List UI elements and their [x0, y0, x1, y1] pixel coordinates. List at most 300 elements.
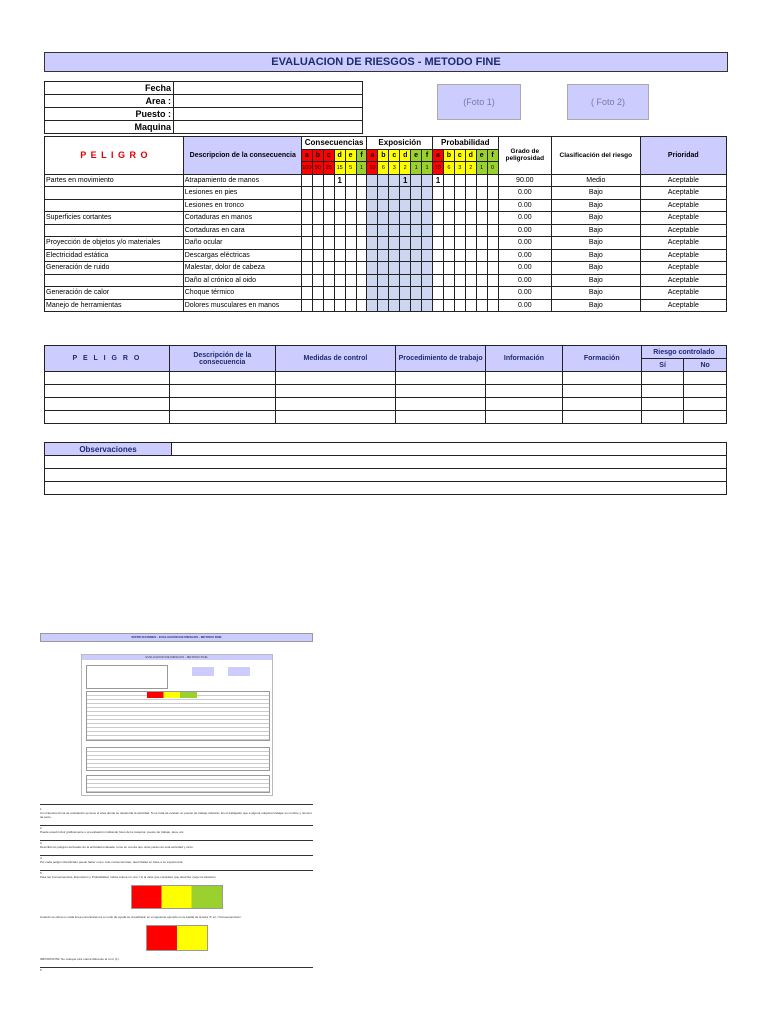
prioridad-cell: Aceptable	[640, 187, 726, 200]
rating-cell[interactable]	[454, 224, 465, 237]
rating-cell[interactable]	[378, 174, 389, 187]
rating-cell[interactable]	[400, 212, 411, 225]
control-cell[interactable]	[396, 398, 486, 411]
rating-cell[interactable]	[411, 274, 422, 287]
rating-cell[interactable]	[367, 237, 378, 250]
t2-procedimiento-header: Procedimiento de trabajo	[396, 346, 486, 372]
consequence-cell: Descargas eléctricas	[183, 249, 301, 262]
rating-cell[interactable]	[356, 249, 367, 262]
rating-cell[interactable]	[378, 237, 389, 250]
rating-cell[interactable]	[367, 212, 378, 225]
control-cell[interactable]	[396, 411, 486, 424]
rating-cell[interactable]	[378, 287, 389, 300]
observaciones-field[interactable]	[172, 443, 727, 456]
control-cell[interactable]	[641, 411, 684, 424]
rating-cell[interactable]	[378, 212, 389, 225]
rating-cell[interactable]	[443, 187, 454, 200]
hazard-cell: Superficies cortantes	[45, 212, 184, 225]
rating-cell[interactable]	[345, 237, 356, 250]
risk-row	[45, 174, 727, 187]
prob-value-b: 6	[443, 162, 454, 175]
rating-cell[interactable]	[345, 174, 356, 187]
rating-cell[interactable]	[411, 174, 422, 187]
control-row	[45, 385, 727, 398]
cons-letter-e: e	[345, 149, 356, 162]
rating-cell[interactable]	[356, 287, 367, 300]
thumb-step-text: IMPORTANTE: No coloque otra marca diferente al 'uno' (1).	[40, 957, 120, 961]
rating-cell[interactable]	[400, 274, 411, 287]
rating-cell[interactable]	[433, 224, 444, 237]
grado-cell: 0.00	[498, 287, 552, 300]
rating-cell[interactable]	[476, 224, 487, 237]
control-cell[interactable]	[275, 398, 395, 411]
rating-cell[interactable]	[356, 262, 367, 275]
rating-cell[interactable]	[312, 249, 323, 262]
thumb-step-number: 1	[40, 807, 42, 811]
rating-cell[interactable]	[334, 299, 345, 312]
rating-cell[interactable]	[367, 287, 378, 300]
control-cell[interactable]	[169, 372, 275, 385]
prob-value-f: 0	[487, 162, 498, 175]
thumb-example-1	[131, 885, 223, 909]
rating-cell[interactable]	[367, 262, 378, 275]
clasificacion-cell: Bajo	[552, 249, 641, 262]
rating-cell[interactable]	[334, 287, 345, 300]
rating-cell[interactable]	[345, 224, 356, 237]
rating-cell[interactable]	[476, 199, 487, 212]
rating-cell[interactable]	[323, 299, 334, 312]
rating-cell[interactable]	[356, 224, 367, 237]
fecha-field[interactable]	[174, 82, 363, 95]
rating-cell[interactable]	[301, 237, 312, 250]
puesto-field[interactable]	[174, 108, 363, 121]
control-cell[interactable]	[45, 372, 170, 385]
grado-cell: 0.00	[498, 187, 552, 200]
thumb-form-preview	[81, 654, 273, 796]
rating-cell[interactable]	[356, 174, 367, 187]
control-cell[interactable]	[396, 385, 486, 398]
rating-cell[interactable]	[411, 287, 422, 300]
rating-cell[interactable]	[465, 249, 476, 262]
grado-cell: 90.00	[498, 174, 552, 187]
rating-cell[interactable]	[334, 237, 345, 250]
rating-cell[interactable]	[301, 212, 312, 225]
control-cell[interactable]	[684, 411, 727, 424]
rating-cell[interactable]	[367, 187, 378, 200]
instructions-thumbnail	[40, 633, 313, 1024]
prioridad-cell: Aceptable	[640, 287, 726, 300]
rating-cell[interactable]	[411, 249, 422, 262]
rating-cell[interactable]	[334, 199, 345, 212]
control-cell[interactable]	[169, 411, 275, 424]
rating-cell[interactable]	[443, 237, 454, 250]
rating-cell[interactable]	[356, 274, 367, 287]
grado-cell: 0.00	[498, 237, 552, 250]
rating-cell[interactable]	[433, 249, 444, 262]
rating-cell[interactable]	[389, 174, 400, 187]
control-cell[interactable]	[169, 398, 275, 411]
consequence-cell: Lesiones en pies	[183, 187, 301, 200]
maquina-field[interactable]	[174, 121, 363, 134]
rating-cell[interactable]	[487, 174, 498, 187]
risk-row	[45, 187, 727, 200]
rating-cell[interactable]	[301, 187, 312, 200]
rating-cell[interactable]	[443, 262, 454, 275]
rating-cell[interactable]	[454, 187, 465, 200]
control-cell[interactable]	[45, 411, 170, 424]
risk-row	[45, 262, 727, 275]
rating-cell[interactable]	[433, 187, 444, 200]
grado-cell: 0.00	[498, 299, 552, 312]
rating-cell[interactable]	[454, 174, 465, 187]
rating-cell[interactable]	[323, 212, 334, 225]
rating-cell[interactable]	[356, 212, 367, 225]
rating-cell[interactable]	[323, 287, 334, 300]
control-cell[interactable]	[45, 398, 170, 411]
rating-cell[interactable]	[433, 237, 444, 250]
rating-cell[interactable]: 1	[433, 174, 444, 187]
rating-cell[interactable]	[345, 199, 356, 212]
control-cell[interactable]	[641, 385, 684, 398]
clasificacion-cell: Bajo	[552, 287, 641, 300]
rating-cell[interactable]	[411, 224, 422, 237]
prob-value-d: 2	[465, 162, 476, 175]
rating-cell[interactable]	[465, 174, 476, 187]
rating-cell[interactable]	[323, 224, 334, 237]
rating-cell[interactable]	[301, 287, 312, 300]
rating-cell[interactable]	[487, 299, 498, 312]
rating-cell[interactable]	[367, 274, 378, 287]
prioridad-cell: Aceptable	[640, 274, 726, 287]
rating-cell[interactable]	[323, 274, 334, 287]
rating-cell[interactable]	[400, 237, 411, 250]
rating-cell[interactable]	[389, 249, 400, 262]
rating-cell[interactable]	[378, 262, 389, 275]
rating-cell[interactable]	[345, 274, 356, 287]
t2-si-header: Sí	[641, 359, 684, 372]
hazard-cell	[45, 274, 184, 287]
rating-cell[interactable]	[422, 249, 433, 262]
rating-cell[interactable]	[465, 199, 476, 212]
rating-cell[interactable]	[400, 224, 411, 237]
rating-cell[interactable]	[433, 262, 444, 275]
control-cell[interactable]	[641, 398, 684, 411]
rating-cell[interactable]	[378, 199, 389, 212]
thumb-foto2	[228, 667, 250, 676]
thumb-step-number: 2	[40, 825, 313, 830]
thumb-example-2	[146, 925, 208, 951]
rating-cell[interactable]	[411, 262, 422, 275]
rating-cell[interactable]	[411, 212, 422, 225]
observaciones-line[interactable]	[45, 469, 727, 482]
control-row	[45, 398, 727, 411]
rating-cell[interactable]	[443, 174, 454, 187]
rating-cell[interactable]	[465, 274, 476, 287]
rating-cell[interactable]	[454, 274, 465, 287]
rating-cell[interactable]	[411, 199, 422, 212]
rating-cell[interactable]	[487, 262, 498, 275]
thumb-step-number: 6	[40, 967, 313, 972]
rating-cell[interactable]	[476, 262, 487, 275]
rating-cell[interactable]	[312, 237, 323, 250]
rating-cell[interactable]	[312, 187, 323, 200]
control-cell[interactable]	[486, 411, 562, 424]
rating-cell[interactable]	[422, 212, 433, 225]
rating-cell[interactable]	[356, 237, 367, 250]
rating-cell[interactable]	[422, 274, 433, 287]
rating-cell[interactable]	[334, 274, 345, 287]
t2-descripcion-header: Descripción de la consecuencia	[169, 346, 275, 372]
rating-cell[interactable]	[389, 287, 400, 300]
foto-1-placeholder[interactable]: (Foto 1)	[437, 84, 521, 120]
rating-cell[interactable]	[433, 287, 444, 300]
rating-cell[interactable]	[443, 224, 454, 237]
rating-cell[interactable]	[422, 224, 433, 237]
rating-cell[interactable]	[400, 187, 411, 200]
rating-cell[interactable]	[476, 174, 487, 187]
rating-cell[interactable]	[487, 287, 498, 300]
rating-cell[interactable]	[454, 287, 465, 300]
rating-cell[interactable]	[334, 212, 345, 225]
rating-cell[interactable]	[400, 262, 411, 275]
rating-cell[interactable]	[345, 212, 356, 225]
rating-cell[interactable]	[367, 224, 378, 237]
rating-cell[interactable]	[433, 299, 444, 312]
rating-cell[interactable]	[356, 187, 367, 200]
rating-cell[interactable]	[465, 262, 476, 275]
rating-cell[interactable]	[422, 187, 433, 200]
exposicion-header: Exposición	[367, 137, 433, 150]
rating-cell[interactable]	[443, 249, 454, 262]
rating-cell[interactable]	[378, 249, 389, 262]
rating-cell[interactable]	[411, 237, 422, 250]
control-cell[interactable]	[396, 372, 486, 385]
rating-cell[interactable]	[465, 224, 476, 237]
rating-cell[interactable]	[487, 224, 498, 237]
rating-cell[interactable]	[389, 187, 400, 200]
rating-cell[interactable]	[400, 299, 411, 312]
rating-cell[interactable]	[454, 237, 465, 250]
rating-cell[interactable]	[422, 299, 433, 312]
rating-cell[interactable]	[443, 274, 454, 287]
rating-cell[interactable]	[323, 249, 334, 262]
rating-cell[interactable]	[378, 224, 389, 237]
rating-cell[interactable]	[443, 299, 454, 312]
control-cell[interactable]	[275, 372, 395, 385]
rating-cell[interactable]	[389, 299, 400, 312]
grado-cell: 0.00	[498, 224, 552, 237]
rating-cell[interactable]	[312, 262, 323, 275]
rating-cell[interactable]	[367, 199, 378, 212]
rating-cell[interactable]	[476, 212, 487, 225]
rating-cell[interactable]: 1	[400, 174, 411, 187]
control-cell[interactable]	[486, 385, 562, 398]
control-cell[interactable]	[684, 385, 727, 398]
rating-cell[interactable]	[476, 237, 487, 250]
rating-cell[interactable]	[323, 262, 334, 275]
rating-cell[interactable]	[345, 262, 356, 275]
rating-cell[interactable]	[312, 299, 323, 312]
rating-cell[interactable]	[487, 237, 498, 250]
rating-cell[interactable]	[465, 187, 476, 200]
observaciones-line[interactable]	[45, 456, 727, 469]
rating-cell[interactable]	[312, 274, 323, 287]
risk-row	[45, 299, 727, 312]
clasificacion-cell: Bajo	[552, 262, 641, 275]
rating-cell[interactable]	[334, 187, 345, 200]
rating-cell[interactable]	[422, 237, 433, 250]
rating-cell[interactable]: 1	[334, 174, 345, 187]
clasificacion-cell: Bajo	[552, 199, 641, 212]
rating-cell[interactable]	[389, 224, 400, 237]
rating-cell[interactable]	[454, 199, 465, 212]
prob-value-a: 10	[433, 162, 444, 175]
area-field[interactable]	[174, 95, 363, 108]
rating-cell[interactable]	[487, 249, 498, 262]
prob-value-c: 3	[454, 162, 465, 175]
rating-cell[interactable]	[301, 299, 312, 312]
rating-cell[interactable]	[389, 199, 400, 212]
rating-cell[interactable]	[433, 274, 444, 287]
rating-cell[interactable]	[454, 212, 465, 225]
control-cell[interactable]	[684, 372, 727, 385]
consequence-cell: Malestar, dolor de cabeza	[183, 262, 301, 275]
control-measures-table	[44, 345, 727, 424]
rating-cell[interactable]	[345, 299, 356, 312]
thumb-step-text: Describa los peligros derivados de la actividad evaluada, tome en cuenta que otras partes de esta actividad y otros.	[40, 845, 194, 849]
control-cell[interactable]	[486, 372, 562, 385]
rating-cell[interactable]	[465, 237, 476, 250]
rating-cell[interactable]	[487, 199, 498, 212]
control-cell[interactable]	[562, 411, 641, 424]
rating-cell[interactable]	[476, 299, 487, 312]
rating-cell[interactable]	[367, 174, 378, 187]
hazard-cell: Electricidad estática	[45, 249, 184, 262]
observaciones-line[interactable]	[45, 482, 727, 495]
rating-cell[interactable]	[487, 187, 498, 200]
rating-cell[interactable]	[465, 287, 476, 300]
rating-cell[interactable]	[476, 249, 487, 262]
rating-cell[interactable]	[378, 187, 389, 200]
rating-cell[interactable]	[400, 287, 411, 300]
cons-letter-a: a	[301, 149, 312, 162]
rating-cell[interactable]	[334, 262, 345, 275]
rating-cell[interactable]	[422, 199, 433, 212]
rating-cell[interactable]	[487, 274, 498, 287]
maquina-label: Maquina	[45, 121, 174, 134]
control-cell[interactable]	[562, 398, 641, 411]
cons-letter-c: c	[323, 149, 334, 162]
control-cell[interactable]	[684, 398, 727, 411]
prioridad-cell: Aceptable	[640, 299, 726, 312]
control-cell[interactable]	[486, 398, 562, 411]
rating-cell[interactable]	[400, 199, 411, 212]
rating-cell[interactable]	[378, 299, 389, 312]
rating-cell[interactable]	[367, 299, 378, 312]
rating-cell[interactable]	[454, 262, 465, 275]
rating-cell[interactable]	[443, 287, 454, 300]
rating-cell[interactable]	[389, 237, 400, 250]
rating-cell[interactable]	[345, 287, 356, 300]
rating-cell[interactable]	[312, 199, 323, 212]
rating-cell[interactable]	[334, 249, 345, 262]
rating-cell[interactable]	[367, 249, 378, 262]
rating-cell[interactable]	[422, 287, 433, 300]
rating-cell[interactable]	[465, 299, 476, 312]
rating-cell[interactable]	[301, 174, 312, 187]
control-cell[interactable]	[275, 385, 395, 398]
rating-cell[interactable]	[323, 174, 334, 187]
rating-cell[interactable]	[400, 249, 411, 262]
rating-cell[interactable]	[301, 224, 312, 237]
rating-cell[interactable]	[323, 199, 334, 212]
hazard-cell	[45, 199, 184, 212]
rating-cell[interactable]	[487, 212, 498, 225]
rating-cell[interactable]	[312, 287, 323, 300]
rating-cell[interactable]	[356, 299, 367, 312]
rating-cell[interactable]	[443, 212, 454, 225]
rating-cell[interactable]	[312, 212, 323, 225]
rating-cell[interactable]	[454, 299, 465, 312]
control-cell[interactable]	[562, 372, 641, 385]
rating-cell[interactable]	[301, 199, 312, 212]
control-cell[interactable]	[641, 372, 684, 385]
rating-cell[interactable]	[433, 212, 444, 225]
rating-cell[interactable]	[443, 199, 454, 212]
rating-cell[interactable]	[389, 262, 400, 275]
rating-cell[interactable]	[411, 299, 422, 312]
rating-cell[interactable]	[476, 287, 487, 300]
prob-letter-c: c	[454, 149, 465, 162]
rating-cell[interactable]	[312, 224, 323, 237]
rating-cell[interactable]	[389, 274, 400, 287]
rating-cell[interactable]	[312, 174, 323, 187]
rating-cell[interactable]	[323, 187, 334, 200]
rating-cell[interactable]	[378, 274, 389, 287]
consequence-cell: Atrapamiento de manos	[183, 174, 301, 187]
thumb-step-text: Por cada peligro identificado puede haber una o mas consecuencias, descríbalas en base a su experiencia.	[40, 860, 184, 864]
rating-cell[interactable]	[422, 174, 433, 187]
rating-cell[interactable]	[345, 187, 356, 200]
risk-row	[45, 287, 727, 300]
control-cell[interactable]	[45, 385, 170, 398]
rating-cell[interactable]	[454, 249, 465, 262]
rating-cell[interactable]	[301, 274, 312, 287]
rating-cell[interactable]	[422, 262, 433, 275]
rating-cell[interactable]	[356, 199, 367, 212]
rating-cell[interactable]	[389, 212, 400, 225]
risk-row	[45, 274, 727, 287]
control-row	[45, 411, 727, 424]
rating-cell[interactable]	[465, 212, 476, 225]
fecha-label: Fecha	[45, 82, 174, 95]
rating-cell[interactable]	[476, 274, 487, 287]
control-cell[interactable]	[562, 385, 641, 398]
risk-row	[45, 212, 727, 225]
rating-cell[interactable]	[433, 199, 444, 212]
rating-cell[interactable]	[301, 249, 312, 262]
rating-cell[interactable]	[323, 237, 334, 250]
rating-cell[interactable]	[476, 187, 487, 200]
rating-cell[interactable]	[301, 262, 312, 275]
foto-2-placeholder[interactable]: ( Foto 2)	[567, 84, 649, 120]
control-cell[interactable]	[169, 385, 275, 398]
rating-cell[interactable]	[345, 249, 356, 262]
clasificacion-cell: Bajo	[552, 187, 641, 200]
control-cell[interactable]	[275, 411, 395, 424]
rating-cell[interactable]	[334, 224, 345, 237]
rating-cell[interactable]	[411, 187, 422, 200]
